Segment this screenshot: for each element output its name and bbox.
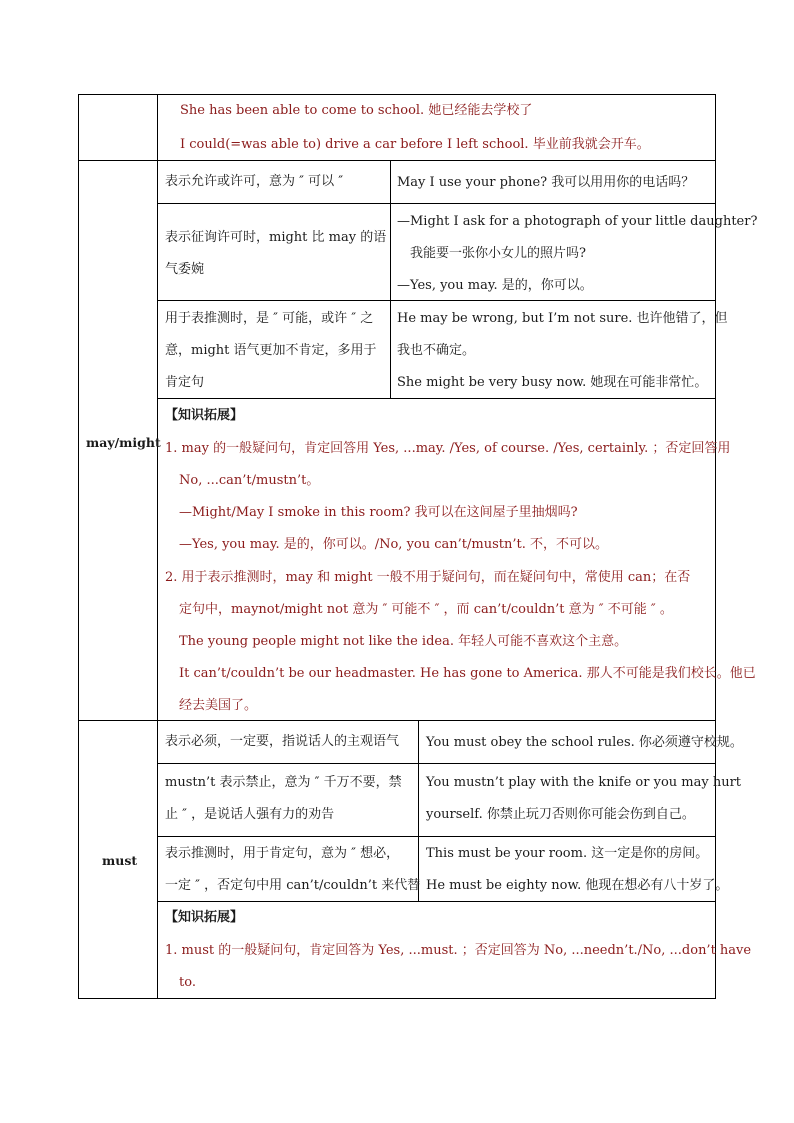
table-rule [157,300,716,301]
table-rule [78,94,79,999]
table-rule [78,998,716,999]
table-rule [157,94,158,999]
example-text: He may be wrong, but I’m not sure. 也许他错了，但 [397,311,728,326]
usage-text: 一定 ″ ，否定句中用 can’t/couldn’t 来代替 [165,878,421,893]
example-text: yourself. 你禁止玩刀否则你可能会伤到自己。 [426,807,695,822]
usage-text: 用于表推测时，是 ″ 可能，或许 ″ 之 [165,311,374,326]
table-rule [157,901,716,902]
usage-text: 表示征询许可时，might 比 may 的语 [165,230,387,245]
example-text: May I use your phone? 我可以用用你的电话吗？ [397,175,695,190]
table-rule [157,398,716,399]
expansion-heading: 【知识拓展】 [165,408,244,423]
usage-text: 气委婉 [165,262,205,277]
section-label-must: must [102,853,138,868]
expansion-line: to. [179,975,196,990]
expansion-line: —Yes, you may. 是的，你可以。/No, you can’t/mustn’t. 不，不可以。 [179,537,608,552]
example-text: 我能要一张你小女儿的照片吗? [410,246,586,261]
usage-text: 肯定句 [165,375,205,390]
example-text: He must be eighty now. 他现在想必有八十岁了。 [426,878,729,893]
expansion-line: 1. must 的一般疑问句，肯定回答为 Yes, ...must. ；否定回答为 No, ...needn’t./No, ...don’t have [165,943,752,958]
expansion-line: 2. 用于表示推测时，may 和 might 一般不用于疑问句，而在疑问句中，常使用 can；在否 [165,570,691,585]
table-rule [157,836,716,837]
table-rule [390,160,391,399]
example-text: She might be very busy now. 她现在可能非常忙。 [397,375,708,390]
usage-text: 意，might 语气更加不肯定，多用于 [165,343,377,358]
expansion-line: 定句中，maynot/might not 意为 ″ 可能不 ″ ，而 can’t/couldn’t 意为 ″ 不可能 ″ 。 [179,602,673,617]
expansion-line: It can’t/couldn’t be our headmaster. He has gone to America. 那人不可能是我们校长。他已 [179,666,756,681]
expansion-line: 经去美国了。 [179,698,258,713]
example-sentence: She has been able to come to school. 她已经能去学校了 [180,103,533,118]
example-text: 我也不确定。 [397,343,476,358]
usage-text: 表示推测时，用于肯定句，意为 ″ 想必， [165,846,400,861]
example-text: You mustn’t play with the knife or you may hurt [426,775,742,790]
example-text: —Might I ask for a photograph of your little daughter? [397,214,758,229]
section-label-may-might: may/might [86,435,161,450]
example-sentence: I could(=was able to) drive a car before I left school. 毕业前我就会开车。 [180,137,650,152]
example-text: This must be your room. 这一定是你的房间。 [426,846,709,861]
expansion-line: No, ...can’t/mustn’t。 [179,473,320,488]
table-rule [157,203,716,204]
table-rule [78,160,716,161]
expansion-line: —Might/May I smoke in this room? 我可以在这间屋子里抽烟吗? [179,505,578,520]
usage-text: mustn’t 表示禁止，意为 ″ 千万不要，禁 [165,775,402,790]
example-text: —Yes, you may. 是的，你可以。 [397,278,593,293]
table-rule [418,720,419,902]
table-rule [78,94,716,95]
usage-text: 表示允许或许可，意为 ″ 可以 ″ [165,174,344,189]
expansion-heading: 【知识拓展】 [165,910,244,925]
usage-text: 止 ″ ，是说话人强有力的劝告 [165,807,335,822]
expansion-line: 1. may 的一般疑问句，肯定回答用 Yes, ...may. /Yes, of course. /Yes, certainly. ；否定回答用 [165,441,731,456]
usage-text: 表示必须，一定要，指说话人的主观语气 [165,734,400,749]
example-text: You must obey the school rules. 你必须遵守校规。 [426,735,743,750]
table-rule [78,720,716,721]
expansion-line: The young people might not like the idea. 年轻人可能不喜欢这个主意。 [179,634,628,649]
table-rule [157,763,716,764]
